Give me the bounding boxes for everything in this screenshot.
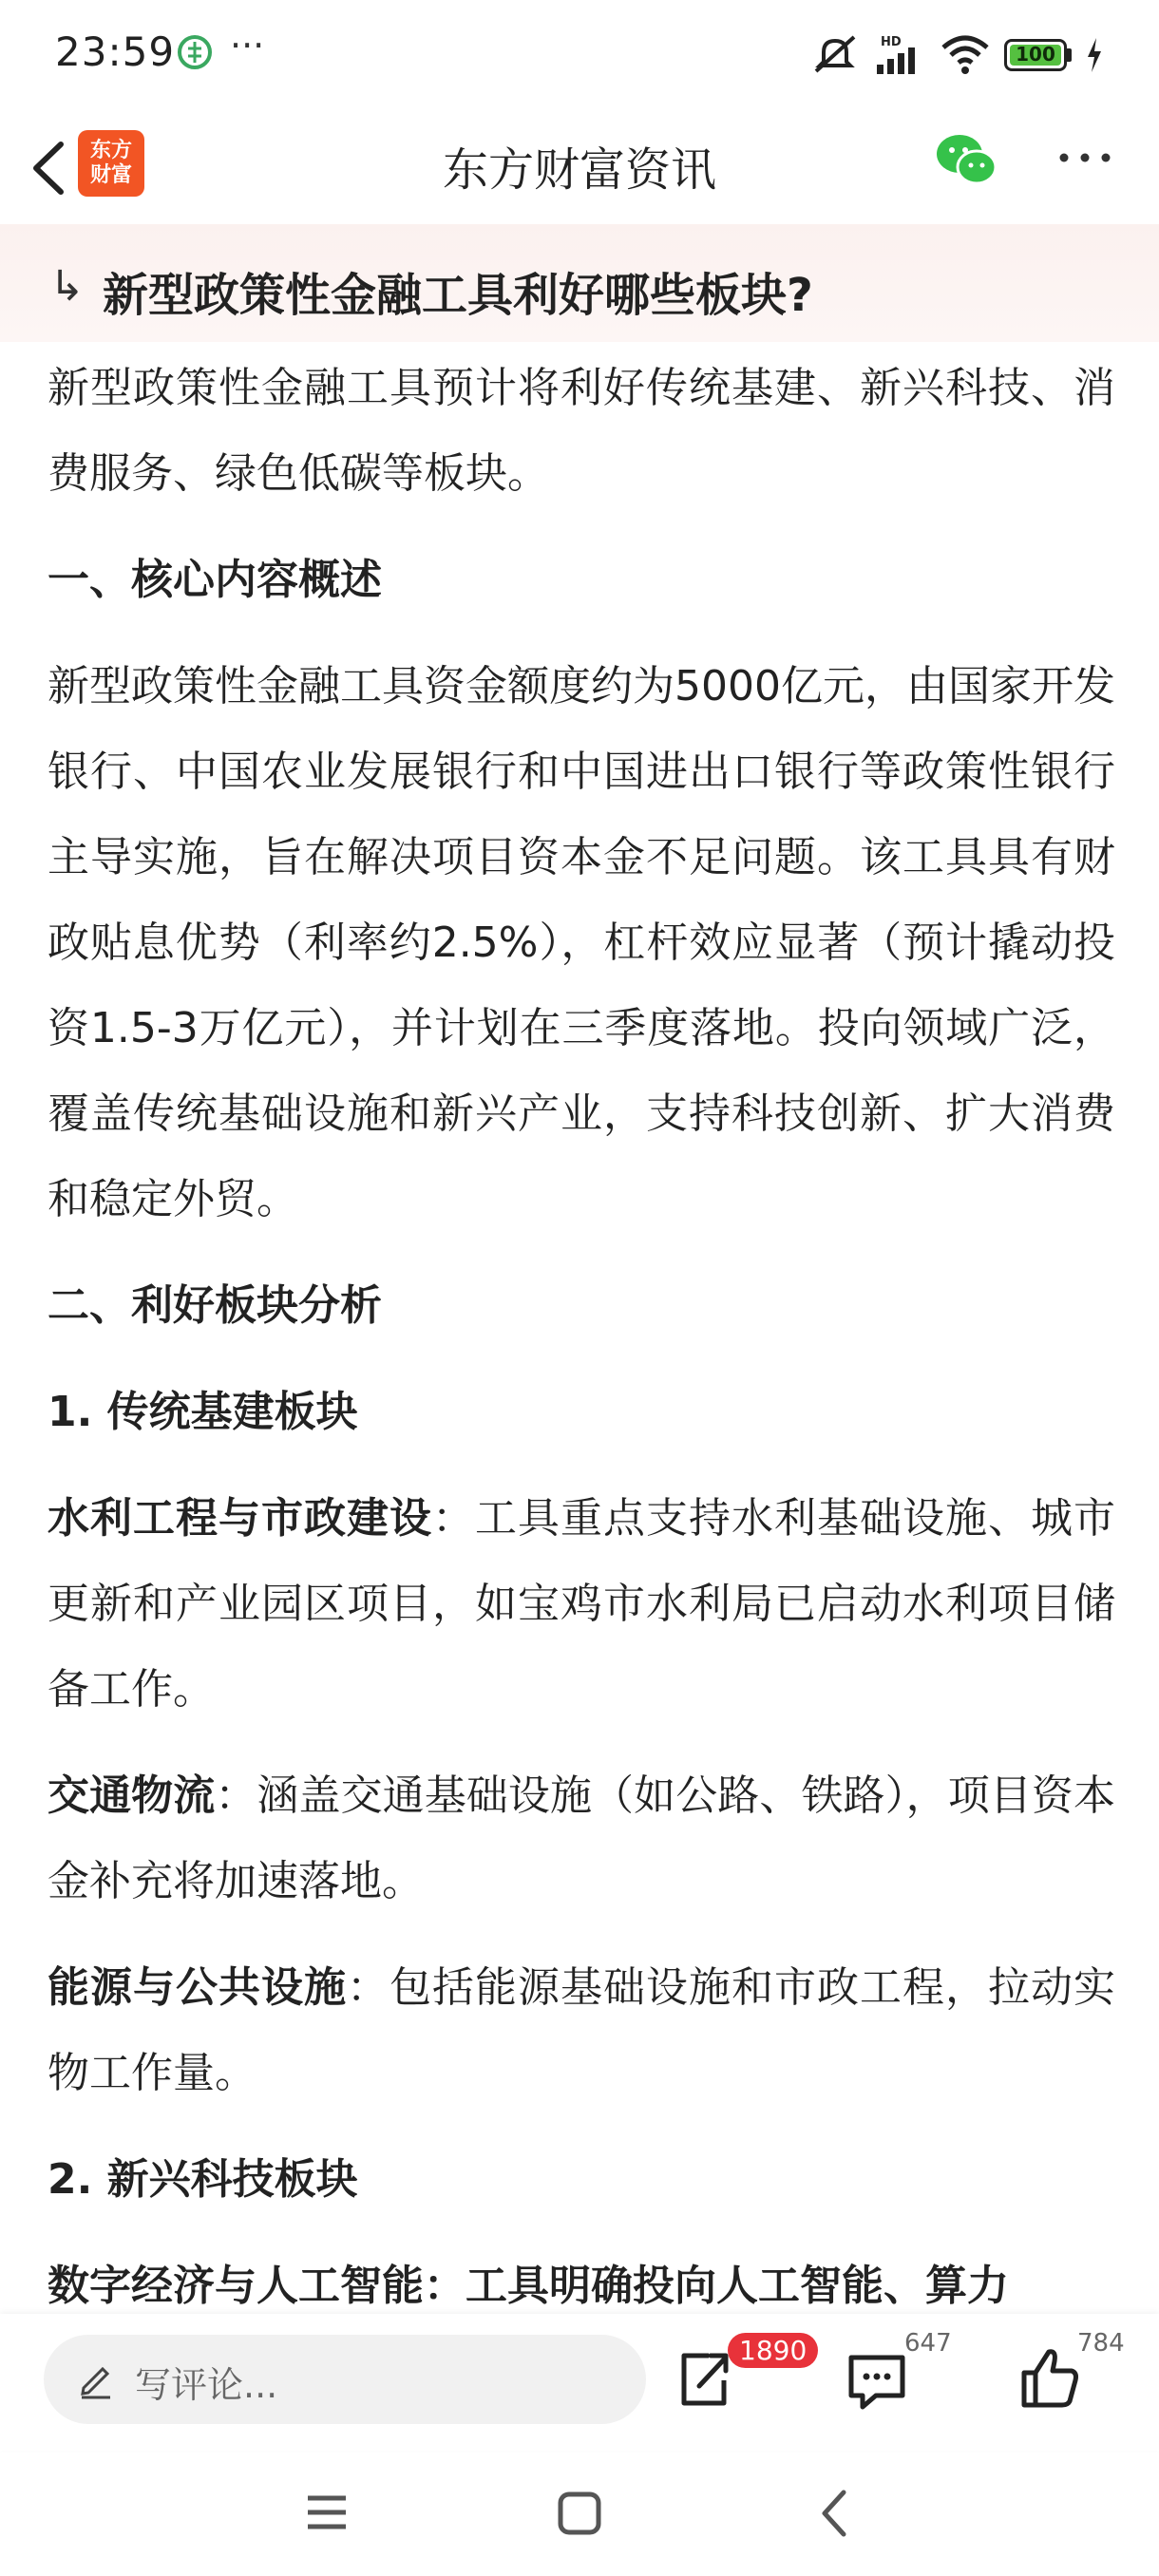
bottom-action-bar (0, 2314, 1159, 2451)
mute-icon (810, 33, 860, 77)
subsection-heading: 1. 传统基建板块 (48, 1388, 358, 1436)
subsection-heading: 2. 新兴科技板块 (48, 2155, 358, 2204)
item-text: ：包括能源基础设施和市政工程，拉动实物工作量。 (48, 1963, 1115, 2097)
list-item (48, 1753, 1115, 1924)
article-body (48, 346, 1115, 2314)
list-item (48, 1945, 1115, 2116)
menu-icon[interactable] (302, 2489, 352, 2536)
list-item (48, 1476, 1115, 1733)
item-label: 水利工程与市政建设 (48, 1494, 432, 1543)
comment-input[interactable] (44, 2335, 646, 2424)
status-bar (0, 0, 1159, 112)
question-header (0, 224, 1159, 342)
more-dots-icon[interactable] (1056, 139, 1113, 177)
question-title: 新型政策性金融工具利好哪些板块? (103, 269, 813, 322)
comment-icon[interactable] (844, 2340, 910, 2416)
item-label: 能源与公共设施 (48, 1963, 347, 2012)
reply-arrow-icon: ↳ (49, 262, 85, 311)
battery-icon (1004, 39, 1067, 71)
like-count: 784 (1077, 2329, 1125, 2358)
wifi-icon (940, 34, 991, 76)
section-heading: 二、利好板块分析 (48, 1281, 382, 1330)
wechat-icon[interactable] (935, 131, 998, 188)
comment-placeholder: 写评论... (135, 2364, 278, 2406)
status-more-indicator: ··· (230, 25, 265, 66)
list-item: 数字经济与人工智能：工具明确投向人工智能、算力 (48, 2262, 1009, 2310)
status-time: 23:59 (55, 28, 176, 75)
thumbs-up-icon[interactable] (1016, 2340, 1083, 2416)
article-content[interactable] (0, 224, 1159, 2314)
page-title: 东方财富资讯 (442, 143, 716, 197)
home-icon[interactable] (553, 2487, 606, 2540)
item-label: 交通物流 (48, 1771, 216, 1820)
share-count-badge: 1890 (728, 2333, 818, 2368)
overview-paragraph: 新型政策性金融工具资金额度约为5000亿元，由国家开发银行、中国农业发展银行和中国进出口银行等政策性银行主导实施，旨在解决项目资本金不足问题。该工具具有财政贴息优势（利率约2.5%），杠杆效应显著（预计撬动投资1.5-3万亿元），并计划在三季度落地。投向领域广泛，覆盖传统基础设施和新兴产业，支持科技创新、扩大消费和稳定外贸。 (48, 662, 1115, 1223)
pencil-icon (76, 2359, 116, 2399)
hd-signal-icon (873, 34, 926, 76)
app-logo: 东方 财富 (78, 130, 144, 197)
battery-level: 100 (1016, 43, 1055, 66)
item-text: ：工具重点支持水利基础设施、城市更新和产业园区项目，如宝鸡市水利局已启动水利项目储备工作。 (48, 1494, 1115, 1714)
intro-paragraph: 新型政策性金融工具预计将利好传统基建、新兴科技、消费服务、绿色低碳等板块。 (48, 364, 1115, 498)
svg-text:HD: HD (881, 35, 902, 49)
status-icons (810, 30, 1104, 80)
charging-icon (1085, 36, 1104, 74)
item-text: ：涵盖交通基础设施（如公路、铁路），项目资本金补充将加速落地。 (48, 1771, 1116, 1905)
section-heading: 一、核心内容概述 (48, 556, 382, 604)
back-icon[interactable] (811, 2487, 859, 2540)
system-navigation-bar (0, 2451, 1159, 2576)
app-notification-icon (177, 34, 213, 70)
comment-count: 647 (904, 2329, 952, 2358)
